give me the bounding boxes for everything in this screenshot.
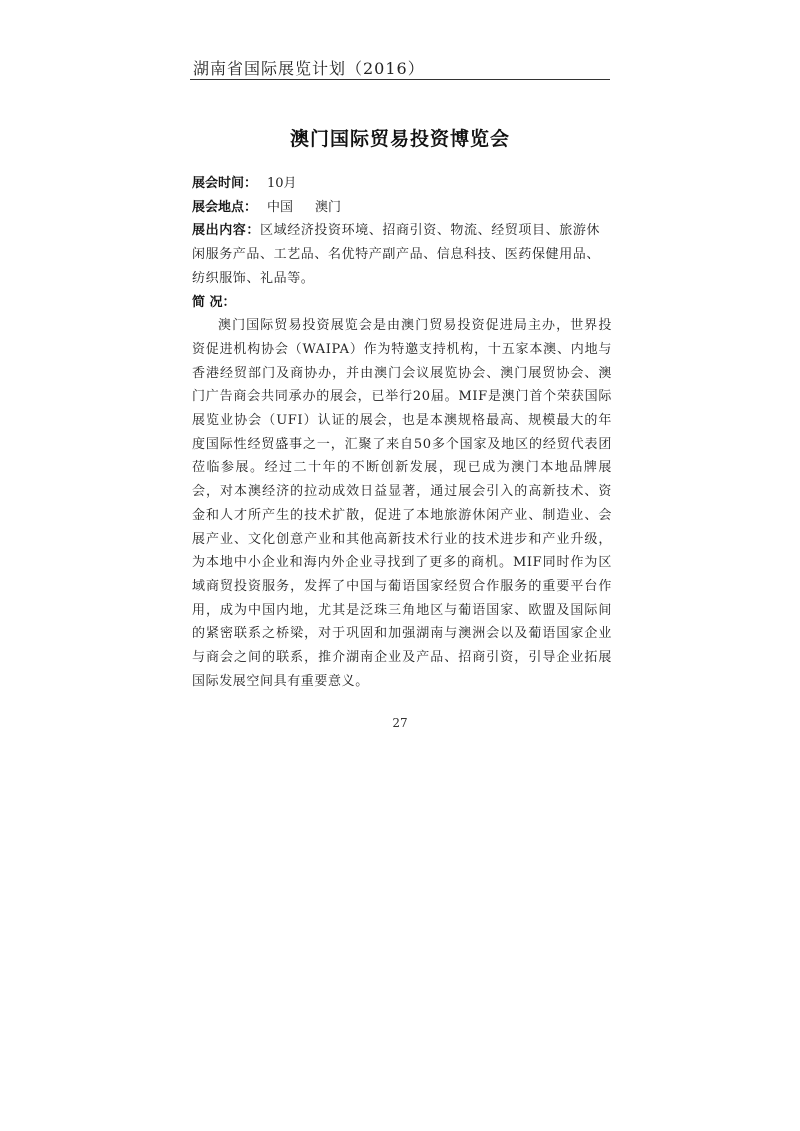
overview-row <box>192 291 612 315</box>
page-number: 27 <box>392 716 408 730</box>
exhibition-content-value: 区域经济投资环境、招商引资、物流、经贸项目、旅游休闲服务产品、工艺品、名优特产副产品、信息科技、医药保健用品、纺织服饰、礼品等。 <box>192 223 601 286</box>
exhibition-place-country: 中国 <box>267 199 294 215</box>
exhibition-content-row <box>192 219 612 290</box>
exhibition-time-row <box>192 172 612 196</box>
running-header-title: 湖南省国际展览计划（2016） <box>193 59 425 78</box>
exhibition-time-value: 10月 <box>267 176 297 191</box>
document-body <box>192 172 612 693</box>
exhibition-time-label: 展会时间： <box>192 176 258 191</box>
exhibition-place-row <box>192 196 612 220</box>
exhibition-place-label: 展会地点： <box>192 199 258 215</box>
exhibition-content-label: 展出内容： <box>192 223 261 239</box>
exhibition-place-city: 澳门 <box>315 199 342 215</box>
page-title: 澳门国际贸易投资博览会 <box>289 128 510 150</box>
header-divider <box>190 79 610 80</box>
overview-label: 简 况： <box>192 294 236 310</box>
overview-paragraph: 澳门国际贸易投资展览会是由澳门贸易投资促进局主办，世界投资促进机构协会（WAIPA）作为特邀支持机构，十五家本澳、内地与香港经贸部门及商协办，并由澳门会议展览协会、澳门展贸协会、澳门广告商会共同承办的展会，已举行20届。MIF是澳门首个荣获国际展览业协会（UFI）认证的展会，也是本澳规格最高、规模最大的年度国际性经贸盛事之一，汇聚了来自50多个国家及地区的经贸代表团莅临参展。经过二十年的不断创新发展，现已成为澳门本地品牌展会，对本澳经济的拉动成效日益显著，通过展会引入的高新技术、资金和人才所产生的技术扩散，促进了本地旅游休闲产业、制造业、会展产业、文化创意产业和其他高新技术行业的技术进步和产业升级，为本地中小企业和海内外企业寻找到了更多的商机。MIF同时作为区域商贸投资服务，发挥了中国与葡语国家经贸合作服务的重要平台作用，成为中国内地，尤其是泛珠三角地区与葡语国家、欧盟及国际间的紧密联系之桥梁，对于巩固和加强湖南与澳洲会以及葡语国家企业与商会之间的联系，推介湖南企业及产品、招商引资，引导企业拓展国际发展空间具有重要意义。 <box>192 318 612 689</box>
